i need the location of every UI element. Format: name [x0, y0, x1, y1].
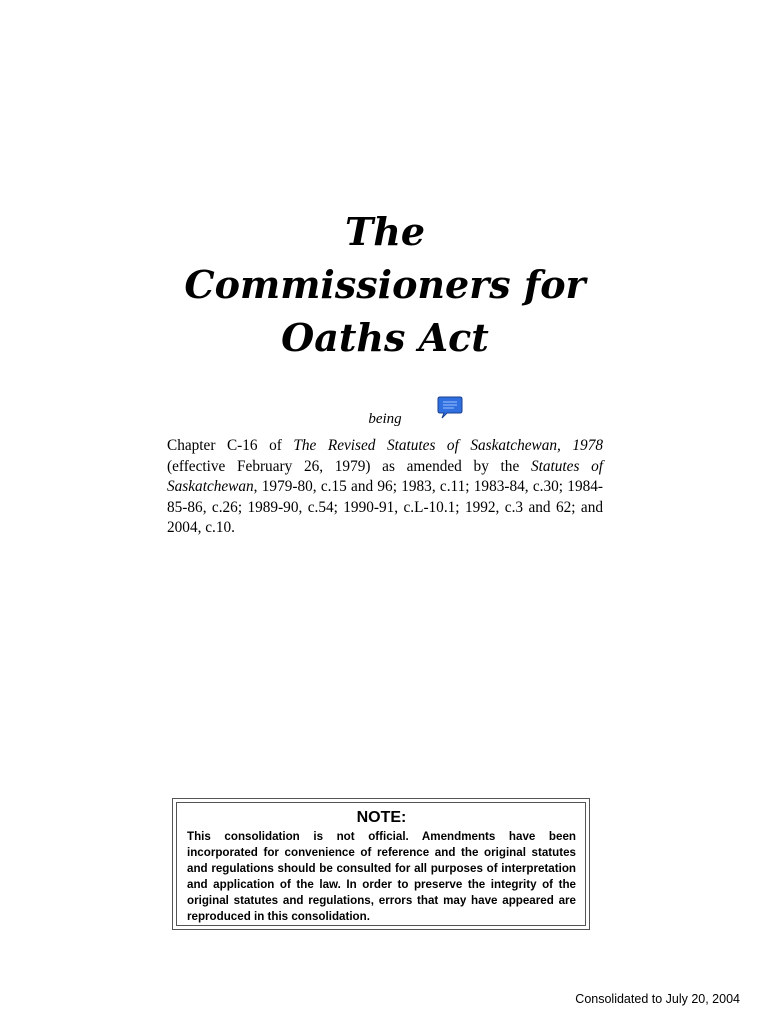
- note-text: This consolidation is not official. Amendments have been incorporated for convenience of reference and the original statutes and regulations should be consulted for all purposes of interpretation and application of the law. In order to preserve the integrity of the original statutes and regulations, errors that may have appeared are reproduced in this consolidation.: [187, 830, 576, 923]
- being-text: being: [368, 411, 402, 427]
- comment-icon[interactable]: [437, 395, 463, 421]
- note-box: [172, 798, 590, 930]
- note-heading: NOTE:: [356, 809, 407, 826]
- title-line-2: Commissioners for: [184, 262, 586, 307]
- document-title: [0, 205, 770, 364]
- consolidated-date: Consolidated to July 20, 2004: [575, 992, 740, 1006]
- description-part-3: (effective February 26, 1979) as amended by the: [167, 457, 531, 475]
- chapter-description: [167, 436, 603, 539]
- description-part-1: Chapter C-16 of: [167, 437, 294, 454]
- description-statutes-name: Statutes of Saskatchewan: [167, 457, 603, 495]
- note-inner-frame: [176, 802, 586, 926]
- description-part-5: , 1979-80, c.15 and 96; 1983, c.11; 1983-84, c.30; 1984-85-86, c.26; 1989-90, c.54; 1990-91, c.L-10.1; 1992, c.3 and 62; and 2004, c.10.: [167, 478, 603, 536]
- title-line-3: Oaths Act: [281, 315, 489, 360]
- description-statute-title: The Revised Statutes of Saskatchewan, 1978: [293, 437, 603, 454]
- title-line-1: The: [344, 209, 426, 254]
